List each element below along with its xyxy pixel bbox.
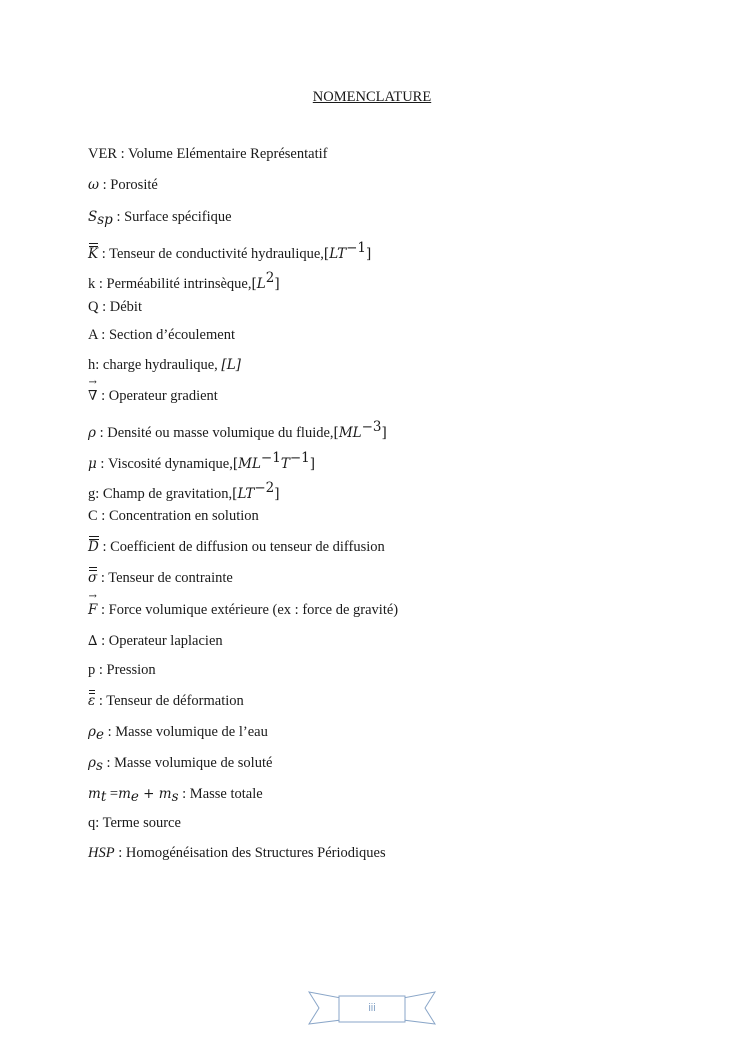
symbol: → F: [88, 591, 98, 618]
symbol: m: [88, 786, 101, 802]
entry-pressure: [88, 661, 156, 679]
entry-laplacian: [88, 632, 223, 650]
symbol: q: [88, 815, 96, 831]
entry-hydraulic-head: [88, 356, 241, 374]
entry-hsp: [88, 844, 386, 862]
entry-body-force: [88, 591, 399, 619]
symbol: k: [88, 276, 96, 292]
subscript: s: [95, 758, 103, 774]
description: : Masse totale: [178, 786, 263, 802]
description: : Surface spécifique: [112, 209, 232, 225]
description: : Section d’écoulement: [97, 327, 235, 343]
page-number: iii: [368, 1002, 376, 1014]
symbol: ρ: [88, 425, 96, 441]
symbol: C: [88, 508, 98, 524]
entry-source-term: [88, 814, 181, 832]
unit: ML: [338, 425, 362, 441]
description: : Operateur gradient: [97, 388, 218, 404]
unit: ML: [238, 456, 261, 472]
description: : Masse volumique de l’eau: [103, 724, 268, 740]
symbol: μ: [88, 456, 97, 472]
description: : Tenseur de déformation: [95, 693, 244, 709]
symbol: ε: [88, 692, 95, 710]
description: : Perméabilité intrinsèque,: [95, 276, 252, 292]
double-bar-accent: [89, 536, 99, 540]
vector-arrow-accent: →: [88, 377, 97, 388]
symbol: ρ: [88, 755, 96, 771]
description: : Operateur laplacien: [97, 633, 223, 649]
entry-flow-rate: [88, 298, 142, 316]
entry-solute-density: [88, 754, 272, 775]
description: : Concentration en solution: [97, 508, 259, 524]
symbol: VER: [88, 146, 117, 162]
symbol: → ∇: [88, 377, 98, 404]
symbol: g: [88, 486, 96, 502]
entry-ver: [88, 145, 327, 163]
symbol: ρ: [88, 724, 96, 740]
unit: LT: [237, 486, 255, 502]
description: : Tenseur de contrainte: [97, 570, 233, 586]
entry-viscosity: μ : Viscosité $dynamique,[ML^{-1}T^{-1}]$: [88, 450, 316, 472]
symbol: Q: [88, 299, 99, 315]
description: : Volume Elémentaire Représentatif: [117, 146, 328, 162]
entry-water-density: [88, 723, 268, 744]
symbol: HSP: [88, 845, 115, 861]
symbol: A: [88, 327, 98, 343]
entry-density: ρ : Densité ou masse volumique du $fluide,[ML^{-3}]$: [88, 419, 387, 441]
subscript: e: [95, 727, 104, 743]
symbol: D: [88, 538, 99, 556]
symbol: σ: [88, 569, 97, 587]
description: : charge hydraulique,: [95, 357, 222, 373]
subscript: sp: [97, 212, 113, 228]
double-bar-accent: [89, 567, 97, 571]
symbol: ω: [88, 177, 100, 193]
symbol: p: [88, 662, 96, 678]
description: : Masse volumique de soluté: [102, 755, 273, 771]
unit: LT: [329, 246, 347, 262]
double-bar-accent: [89, 243, 98, 247]
entry-stress-tensor: [88, 569, 233, 587]
symbol: ∆: [88, 633, 98, 649]
description: : Porosité: [99, 177, 158, 193]
description: : Terme source: [95, 815, 181, 831]
unit: [L]: [221, 357, 241, 373]
entry-concentration: [88, 507, 259, 525]
symbol: K: [88, 245, 98, 263]
page-number-ribbon: [307, 990, 437, 1028]
double-bar-accent: [89, 690, 95, 694]
description: : Champ de gravitation,: [95, 486, 233, 502]
description: : Débit: [98, 299, 142, 315]
entry-strain-tensor: [88, 692, 244, 710]
entry-gradient: [88, 377, 218, 405]
entry-hydraulic-conductivity: K : Tenseur de conductivité $hydraulique,[LT^{-1}]$: [88, 240, 372, 262]
description: : Viscosité dynamique,: [96, 456, 233, 472]
description: : Coefficient de diffusion ou tenseur de diffusion: [98, 539, 385, 555]
entry-specific-surface: [88, 208, 232, 229]
entry-permeability: k : Perméabilité $intrinsèque,[L^2]$: [88, 270, 280, 292]
symbol: S: [88, 209, 98, 225]
description: : Pression: [95, 662, 156, 678]
entry-flow-section: [88, 326, 235, 344]
description: : Tenseur de conductivité hydraulique,: [98, 246, 324, 262]
symbol: h: [88, 357, 96, 373]
description: : Homogénéisation des Structures Périodiques: [114, 845, 386, 861]
description: : Densité ou masse volumique du fluide,: [95, 425, 334, 441]
entry-porosity: [88, 176, 158, 194]
description: : Force volumique extérieure (ex : force de gravité): [97, 602, 399, 618]
vector-arrow-accent: →: [88, 591, 97, 602]
unit: L: [256, 276, 266, 292]
page-title: NOMENCLATURE: [312, 89, 432, 105]
entry-total-mass: $m_t =m_e + m_s$ : Masse totale: [88, 786, 263, 805]
entry-diffusion: [88, 538, 385, 556]
entry-gravity: g: Champ de $gravitation,[LT^{-2}]$: [88, 480, 280, 502]
